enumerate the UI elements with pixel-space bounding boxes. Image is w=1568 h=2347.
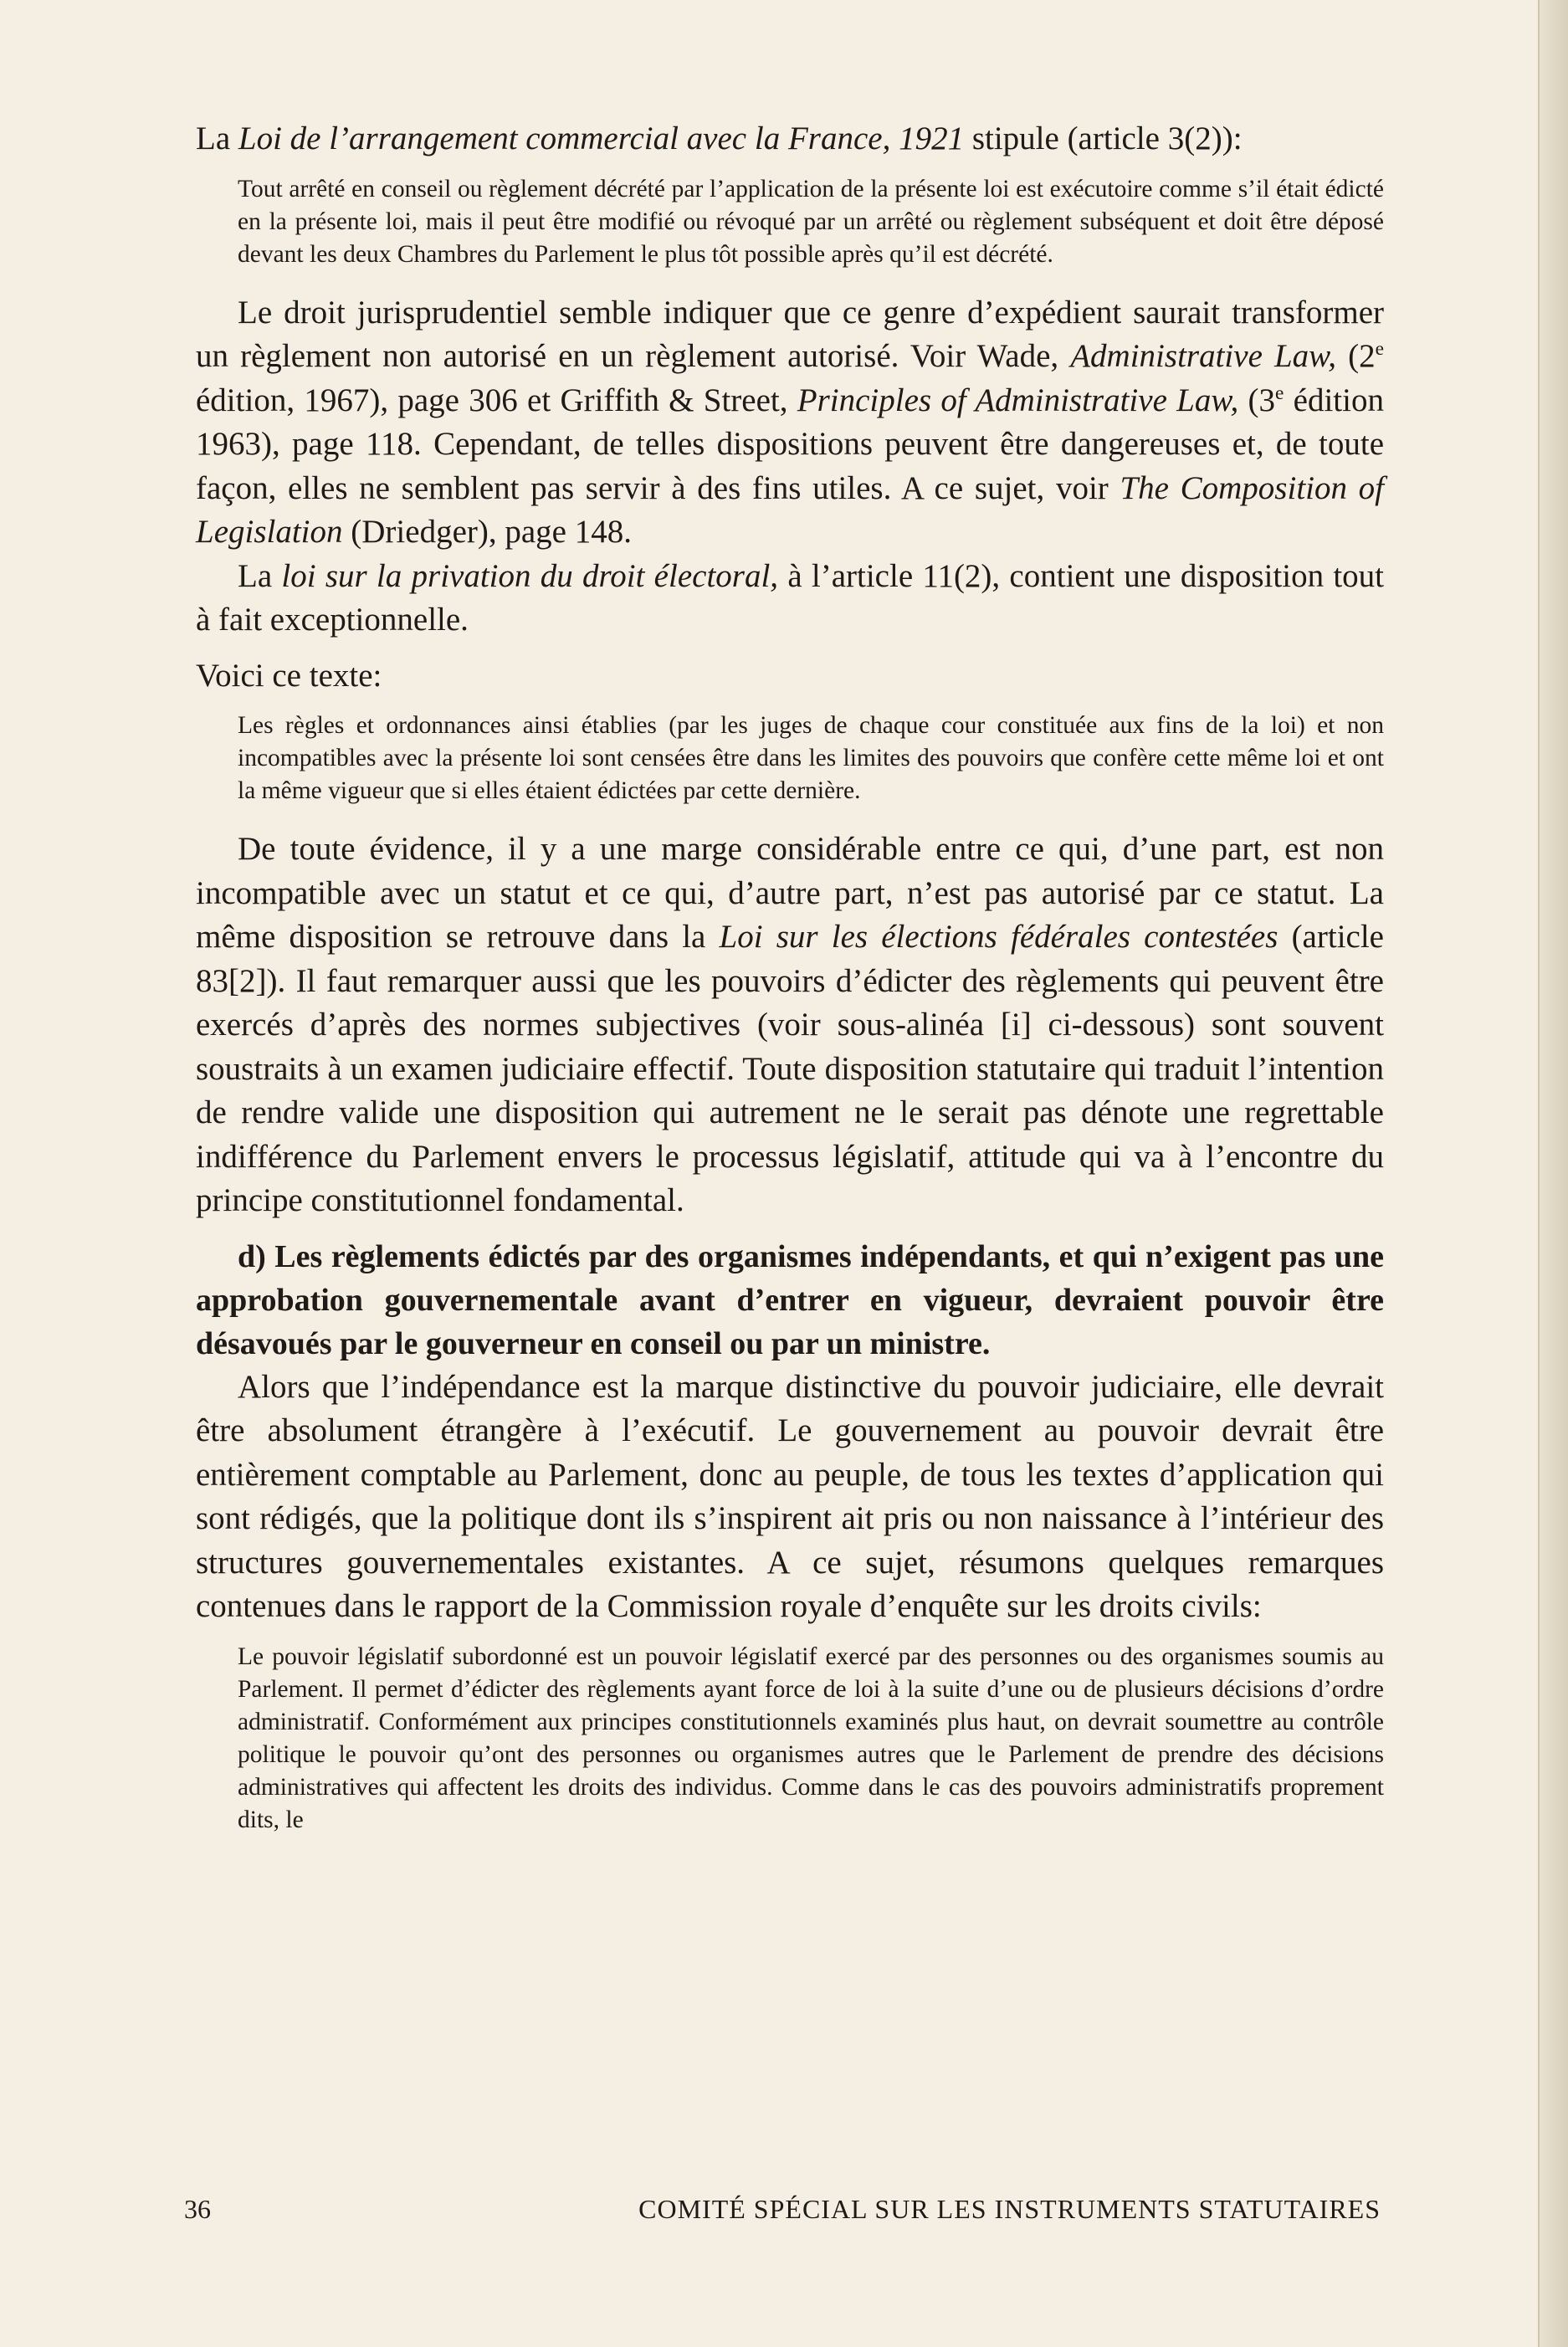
paragraph-loi-arrangement: La Loi de l’arrangement commercial avec la France, 1921 stipule (article 3(2)): — [196, 120, 1243, 156]
paragraph-privation-droit-electoral: La loi sur la privation du droit électoral, à l’article 11(2), contient une disposition tout à fait exceptionnelle. — [196, 557, 1384, 638]
paragraph-marge-considerable: De toute évidence, il y a une marge considérable entre ce qui, d’une part, est non incompatible avec un statut et ce qui, d’autre part, n’est pas autorisé par ce statut. La même disposition se retrouve dans la Loi sur les élections fédérales contestées (article 83[2]). Il faut remarquer aussi que les pouvoirs d’édicter des règlements qui peuvent être exercés d’après des normes subjectives (voir sous-alinéa [i] ci-dessous) sont souvent soustraits à un examen judiciaire effectif. Toute disposition statutaire qui traduit l’intention de rendre valide une disposition qui autrement ne le serait pas dénote une regrettable indifférence du Parlement envers le processus législatif, attitude qui va à l’encontre du principe constitutionnel fondamental. — [196, 831, 1384, 1218]
block-quote-article-3-2: Tout arrêté en conseil ou règlement décrété par l’application de la présente loi est exécutoire comme s’il était édicté en la présente loi, mais il peut être modifié ou révoqué par un arrêté ou règlement subséquent et doit être déposé devant les deux Chambres du Parlement le plus tôt possible après qu’il est décrété. — [238, 175, 1384, 268]
page-number: 36 — [184, 2194, 211, 2224]
main-text — [196, 117, 1384, 1837]
running-title: COMITÉ SPÉCIAL SUR LES INSTRUMENTS STATUTAIRES — [638, 2194, 1381, 2224]
page-edge — [1538, 0, 1568, 2347]
section-heading-d: d) Les règlements édictés par des organismes indépendants, et qui n’exigent pas une approbation gouvernementale avant d’entrer en vigueur, devraient pouvoir être désavoués par le gouverneur en conseil ou par un ministre. — [196, 1238, 1384, 1361]
block-quote-regles-ordonnances: Les règles et ordonnances ainsi établies (par les juges de chaque cour constituée aux fins de la loi) et non incompatibles avec la présente loi sont censées être dans les limites des pouvoirs que confère cette même loi et ont la même vigueur que si elles étaient édictées par cette dernière. — [238, 712, 1384, 804]
block-quote-pouvoir-legislatif: Le pouvoir législatif subordonné est un pouvoir législatif exercé par des personnes ou des organismes soumis au Parlement. Il permet d’édicter des règlements ayant force de loi à la suite d’une ou de plusieurs décisions d’ordre administratif. Conformément aux principes constitutionnels examinés plus haut, on devrait soumettre au contrôle politique le pouvoir qu’ont des personnes ou organismes autres que le Parlement de prendre des décisions administratives qui affectent les droits des individus. Comme dans le cas des pouvoirs administratifs proprement dits, le — [238, 1642, 1384, 1833]
paragraph-independance: Alors que l’indépendance est la marque distinctive du pouvoir judiciaire, elle devrait être absolument étrangère à l’exécutif. Le gouvernement au pouvoir devrait être entièrement comptable au Parlement, donc au peuple, de tous les textes d’application qui sont rédigés, que la politique dont ils s’inspirent ait pris ou non naissance à l’intérieur des structures gouvernementales existantes. A ce sujet, résumons quelques remarques contenues dans le rapport de la Commission royale d’enquête sur les droits civils: — [196, 1368, 1384, 1624]
paragraph-droit-jurisprudentiel: Le droit jurisprudentiel semble indiquer que ce genre d’expédient saurait transformer un règlement non autorisé en un règlement autorisé. Voir Wade, Administrative Law, (2e édition, 1967), page 306 et Griffith & Street, Principles of Administrative Law, (3e édition 1963), page 118. Cependant, de telles dispositions peuvent être dangereuses et, de toute façon, elles ne semblent pas servir à des fins utiles. A ce sujet, voir The Composition of Legislation (Driedger), page 148. — [196, 294, 1385, 550]
paragraph-voici-texte: Voici ce texte: — [196, 657, 382, 694]
